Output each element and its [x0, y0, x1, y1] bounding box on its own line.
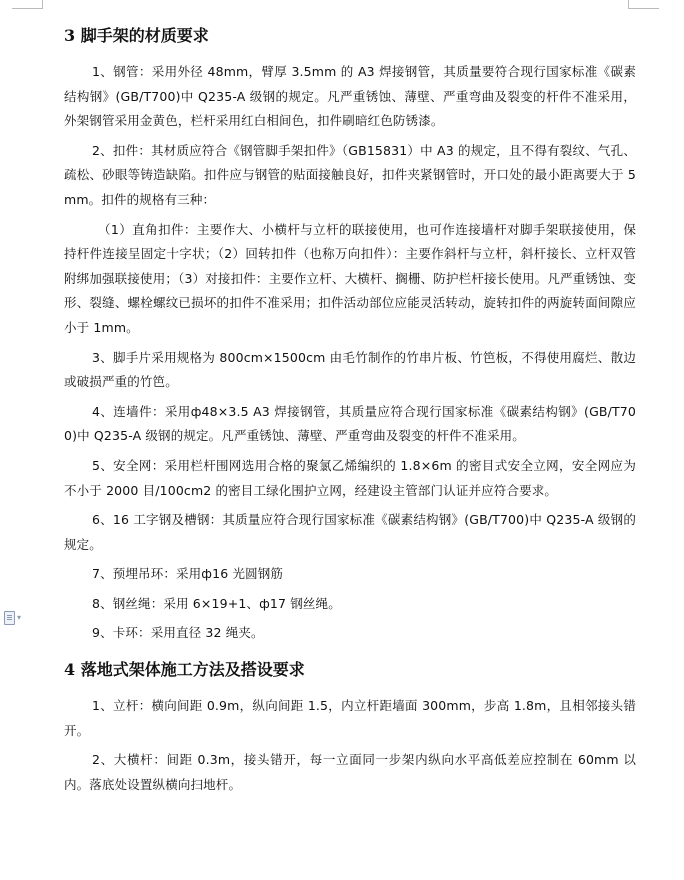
- document-icon: [4, 611, 15, 625]
- paragraph-upright-poles: 1、立杆：横向间距 0.9m，纵向间距 1.5，内立杆距墙面 300mm，步高 1.8m，且相邻接头错开。: [64, 698, 636, 738]
- section-heading-4: 4 落地式架体施工方法及搭设要求: [64, 660, 305, 680]
- dropdown-arrow-icon: ▾: [17, 613, 22, 622]
- crop-mark-top-right: [628, 0, 659, 9]
- paragraph-lifting-ring: 7、预埋吊环：采用ф16 光圆钢筋: [92, 566, 284, 582]
- paragraph-i-beam: 6、16 工字钢及槽钢：其质量应符合现行国家标准《碳素结构钢》(GB/T700)中 Q235-A 级钢的规定。: [64, 512, 636, 552]
- paragraph-fastener-types: （1）直角扣件：主要作大、小横杆与立杆的联接使用，也可作连接墙杆对脚手架联接使用，保持杆件连接呈固定十字状；（2）回转扣件（也称万向扣件）：主要作斜杆与立杆，斜杆接长、立杆双管附绑加强联接使用；（3）对接扣件：主要作立杆、大横杆、搁栅、防护栏杆接长使用。凡严重锈蚀、变形、裂缝、螺栓螺纹已损坏的扣件不准采用；扣件活动部位应能灵活转动，旋转扣件的两旋转面间隙应小于 1mm。: [64, 221, 636, 335]
- paragraph-ledgers: 2、大横杆：间距 0.3m，接头错开，每一立面同一步架内纵向水平高低差应控制在 60mm 以内。落底处设置纵横向扫地杆。: [64, 752, 636, 792]
- paragraph-wire-rope: 8、钢丝绳：采用 6×19+1、ф17 钢丝绳。: [92, 595, 341, 611]
- crop-mark-top-left: [12, 0, 43, 9]
- paragraph-steel-pipe: 1、钢管：采用外径 48mm，臂厚 3.5mm 的 A3 焊接钢管，其质量要符合现行国家标准《碳素结构钢》(GB/T700)中 Q235-A 级钢的规定。凡严重锈蚀、薄壁、严重弯曲及裂变的杆件不准采用，外架钢管采用金黄色，栏杆采用红白相间色，扣件刷暗红色防锈漆。: [64, 64, 636, 129]
- paragraph-scaffold-boards: 3、脚手片采用规格为 800cm×1500cm 由毛竹制作的竹串片板、竹笆板，不得使用腐烂、散边或破损严重的竹笆。: [64, 349, 636, 390]
- paragraph-shackle: 9、卡环：采用直径 32 绳夹。: [92, 625, 264, 641]
- paragraph-fasteners: 2、扣件：其材质应符合《钢管脚手架扣件》（GB15831）中 A3 的规定，且不得有裂纹、气孔、疏松、砂眼等铸造缺陷。扣件应与钢管的贴面接触良好，扣件夹紧钢管时，开口处的最小距离要大于 5mm。扣件的规格有三种：: [64, 142, 636, 207]
- paragraph-wall-ties: 4、连墙件：采用ф48×3.5 A3 焊接钢管，其质量应符合现行国家标准《碳素结构钢》(GB/T700)中 Q235-A 级钢的规定。凡严重锈蚀、薄壁、严重弯曲及裂变的杆件不准采用。: [64, 403, 636, 444]
- document-body: [64, 20, 636, 802]
- paragraph-safety-net: 5、安全网：采用栏杆围网选用合格的聚氯乙烯编织的 1.8×6m 的密目式安全立网，安全网应为不小于 2000 目/100cm2 的密目工绿化围护立网，经建设主管部门认证并应符合要求。: [64, 457, 636, 498]
- section-heading-3: 3 脚手架的材质要求: [64, 26, 209, 45]
- document-options-icon[interactable]: [4, 610, 26, 626]
